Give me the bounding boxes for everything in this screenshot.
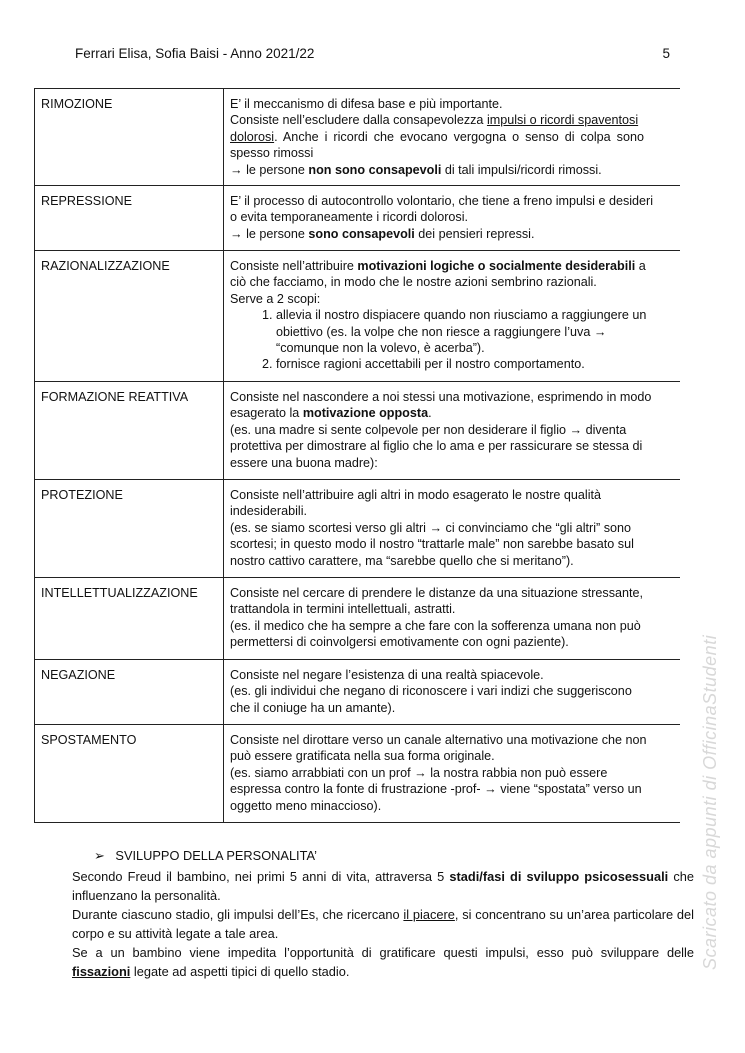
paragraph: Durante ciascuno stadio, gli impulsi dell’Es, che ricercano il piacere, si concentrano su un’area particolare del corpo e su attività legate a tale area. (72, 907, 695, 941)
description-cell (224, 89, 681, 186)
personality-development-section (72, 846, 694, 981)
description-cell (224, 382, 681, 480)
text-line: Consiste nel negare l’esistenza di una realtà spiacevole. (230, 668, 544, 682)
description-cell (224, 480, 681, 578)
text-line: protettiva per dimostrare al figlio che lo ama e per rassicurare se stessa di (230, 439, 643, 454)
text-line: (es. se siamo scortesi verso gli altri → ci convinciamo che “gli altri” sono (230, 520, 632, 535)
list-item: 1. allevia il nostro dispiacere quando non riusciamo a raggiungere un obiettivo (es. la volpe che non riesce a raggiungere l’uva → “comunque non la volevo, è acerba”). (276, 307, 680, 356)
term-cell: REPRESSIONE (35, 186, 224, 251)
page-number: 5 (662, 46, 670, 61)
text-line: scortesi; in questo modo il nostro “trattarle male” non sarebbe basato sul (230, 537, 634, 552)
page-header (75, 46, 670, 61)
text-line: (es. gli individui che negano di riconoscere i vari indizi che suggeriscono (230, 684, 632, 699)
text-line: oggetto meno minaccioso). (230, 798, 382, 813)
text-line: o evita temporaneamente i ricordi dolorosi. (230, 210, 469, 225)
table-row (35, 251, 681, 382)
text-line: ciò che facciamo, in modo che le nostre azioni sembrino razionali. (230, 275, 597, 290)
text-line: essere una buona madre): (230, 455, 378, 470)
text-line: E’ il processo di autocontrollo volontario, che tiene a freno impulsi e desideri (230, 194, 654, 208)
term-cell: PROTEZIONE (35, 480, 224, 578)
text-line: → le persone sono consapevoli dei pensieri repressi. (230, 226, 535, 241)
table-row (35, 578, 681, 660)
text-line: → le persone non sono consapevoli di tali impulsi/ricordi rimossi. (230, 162, 602, 177)
defense-mechanisms-table (34, 88, 680, 823)
text-line: Consiste nel nascondere a noi stessi una motivazione, esprimendo in modo (230, 390, 652, 404)
paragraph: Secondo Freud il bambino, nei primi 5 anni di vita, attraversa 5 stadi/fasi di sviluppo psicosessuali che influenzano la personalità. (72, 869, 694, 903)
text-line: (es. siamo arrabbiati con un prof → la nostra rabbia non può essere (230, 765, 608, 780)
arrow-bullet-icon: ➢ (94, 848, 105, 863)
text-line: (es. una madre si sente colpevole per non desiderare il figlio → diventa (230, 422, 627, 437)
description-cell (224, 251, 681, 382)
text-line: indesiderabili. (230, 504, 308, 519)
text-line: Serve a 2 scopi: (230, 291, 321, 306)
text-line: trattandola in termini intellettuali, astratti. (230, 602, 456, 617)
text-line: può essere gratificata nella sua forma originale. (230, 749, 495, 764)
description-cell (224, 725, 681, 823)
text-line: Consiste nel cercare di prendere le distanze da una situazione stressante, (230, 586, 644, 600)
table-row (35, 725, 681, 823)
text-line: permettersi di coinvolgersi emotivamente con ogni paziente). (230, 635, 569, 650)
text-line: nostro cattivo carattere, ma “sarebbe quello che si meritano”). (230, 553, 574, 568)
text-line: Consiste nell’attribuire agli altri in modo esagerato le nostre qualità (230, 488, 602, 502)
description-cell (224, 660, 681, 725)
description-cell (224, 578, 681, 660)
underlined-text: impulsi o ricordi spaventosi (486, 113, 639, 128)
underlined-bold-text: fissazioni (72, 964, 131, 979)
text-line: espressa contro la fonte di frustrazione -prof- → viene “spostata” verso un (230, 782, 642, 797)
text-line: (es. il medico che ha sempre a che fare con la sofferenza umana non può (230, 618, 641, 633)
paragraph: Se a un bambino viene impedita l’opportunità di gratificare questi impulsi, esso può sviluppare delle fissazioni legate ad aspetti tipici di quello stadio. (72, 945, 694, 979)
description-cell (224, 186, 681, 251)
table-row (35, 89, 681, 186)
text-line: Consiste nel dirottare verso un canale alternativo una motivazione che non (230, 733, 647, 747)
purposes-list (230, 307, 680, 373)
watermark: Scaricato da appunti di OfficinaStudenti (700, 634, 720, 970)
underlined-text: il piacere (403, 907, 455, 922)
text-line: spesso rimossi (230, 146, 314, 161)
term-cell: RIMOZIONE (35, 89, 224, 186)
text-line: E’ il meccanismo di difesa base e più importante. (230, 97, 503, 111)
underlined-text: dolorosi (230, 129, 275, 144)
text-line: Consiste nell’attribuire motivazioni logiche o socialmente desiderabili a (230, 259, 646, 273)
term-cell: FORMAZIONE REATTIVA (35, 382, 224, 480)
table-row (35, 382, 681, 480)
text-line: Consiste nell’escludere dalla consapevolezza impulsi o ricordi spaventosi (230, 113, 639, 128)
term-cell: RAZIONALIZZAZIONE (35, 251, 224, 382)
list-item: 2. fornisce ragioni accettabili per il nostro comportamento. (276, 356, 680, 372)
text-line: esagerato la motivazione opposta. (230, 406, 432, 421)
text-line: dolorosi. Anche i ricordi che evocano vergogna o senso di colpa sono (230, 129, 644, 144)
table-row (35, 660, 681, 725)
table-row (35, 480, 681, 578)
authors-year: Ferrari Elisa, Sofia Baisi - Anno 2021/22 (75, 46, 315, 61)
text-line: che il coniuge ha un amante). (230, 700, 396, 715)
term-cell: SPOSTAMENTO (35, 725, 224, 823)
term-cell: NEGAZIONE (35, 660, 224, 725)
term-cell: INTELLETTUALIZZAZIONE (35, 578, 224, 660)
section-heading-text: SVILUPPO DELLA PERSONALITA’ (115, 848, 317, 863)
table-row (35, 186, 681, 251)
section-heading (72, 846, 694, 865)
